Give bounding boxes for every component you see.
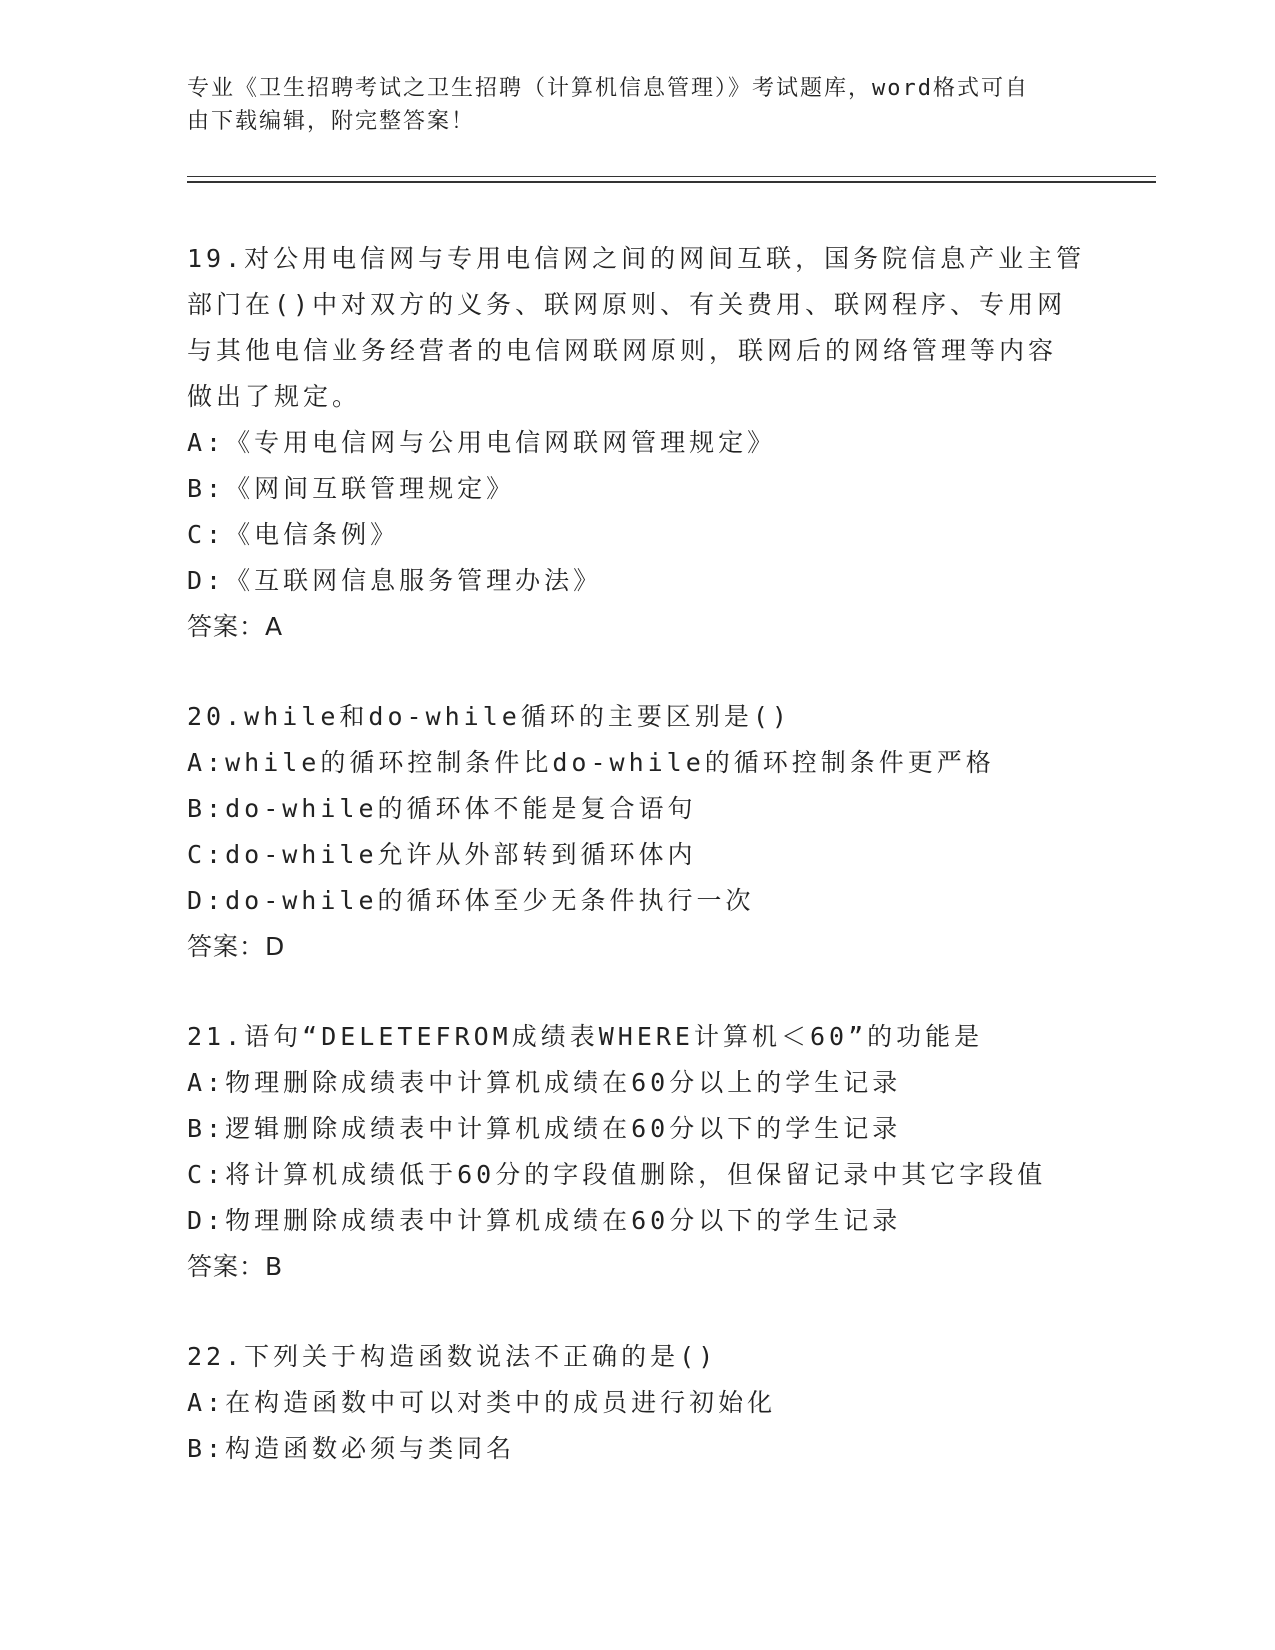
question-20-option-d: D:do-while的循环体至少无条件执行一次 xyxy=(187,886,755,915)
question-spacer xyxy=(187,1290,1087,1334)
question-20-stem-line-1: 20.while和do-while循环的主要区别是() xyxy=(187,702,791,731)
question-21-option-a: A:物理删除成绩表中计算机成绩在60分以上的学生记录 xyxy=(187,1068,902,1097)
question-20 xyxy=(187,694,1087,970)
question-20-option-c: C:do-while允许从外部转到循环体内 xyxy=(187,840,697,869)
header-line-2: 由下载编辑，附完整答案！ xyxy=(187,109,476,134)
question-19 xyxy=(187,236,1087,650)
question-21 xyxy=(187,1014,1087,1290)
question-19-answer: 答案：A xyxy=(187,612,284,641)
question-20-answer: 答案：D xyxy=(187,932,286,961)
question-19-stem-line-4: 做出了规定。 xyxy=(187,382,362,411)
question-22-option-a: A:在构造函数中可以对类中的成员进行初始化 xyxy=(187,1388,777,1417)
question-19-stem-line-3: 与其他电信业务经营者的电信网联网原则，联网后的网络管理等内容 xyxy=(187,336,1058,365)
question-19-option-a: A:《专用电信网与公用电信网联网管理规定》 xyxy=(187,428,777,457)
question-spacer xyxy=(187,650,1087,694)
question-19-option-c: C:《电信条例》 xyxy=(187,520,400,549)
question-21-answer: 答案：B xyxy=(187,1252,284,1281)
question-21-option-d: D:物理删除成绩表中计算机成绩在60分以下的学生记录 xyxy=(187,1206,902,1235)
question-21-stem-line-1: 21.语句“DELETEFROM成绩表WHERE计算机＜60”的功能是 xyxy=(187,1022,984,1051)
question-21-option-c: C:将计算机成绩低于60分的字段值删除，但保留记录中其它字段值 xyxy=(187,1160,1047,1189)
question-22-option-b: B:构造函数必须与类同名 xyxy=(187,1434,516,1463)
question-19-stem-line-1: 19.对公用电信网与专用电信网之间的网间互联，国务院信息产业主管 xyxy=(187,244,1086,273)
question-22 xyxy=(187,1334,1087,1472)
header-divider-thick xyxy=(187,181,1156,183)
question-19-option-b: B:《网间互联管理规定》 xyxy=(187,474,516,503)
question-19-stem-line-2: 部门在()中对双方的义务、联网原则、有关费用、联网程序、专用网 xyxy=(187,290,1067,319)
question-20-option-b: B:do-while的循环体不能是复合语句 xyxy=(187,794,697,823)
header-divider-thin xyxy=(187,176,1156,177)
question-19-option-d: D:《互联网信息服务管理办法》 xyxy=(187,566,603,595)
question-20-option-a: A:while的循环控制条件比do-while的循环控制条件更严格 xyxy=(187,748,995,777)
question-21-option-b: B:逻辑删除成绩表中计算机成绩在60分以下的学生记录 xyxy=(187,1114,902,1143)
question-22-stem-line-1: 22.下列关于构造函数说法不正确的是() xyxy=(187,1342,718,1371)
question-list xyxy=(187,236,1087,1472)
document-header xyxy=(187,72,1067,138)
header-line-1: 专业《卫生招聘考试之卫生招聘（计算机信息管理）》考试题库，word格式可自 xyxy=(187,76,1029,101)
question-spacer xyxy=(187,970,1087,1014)
